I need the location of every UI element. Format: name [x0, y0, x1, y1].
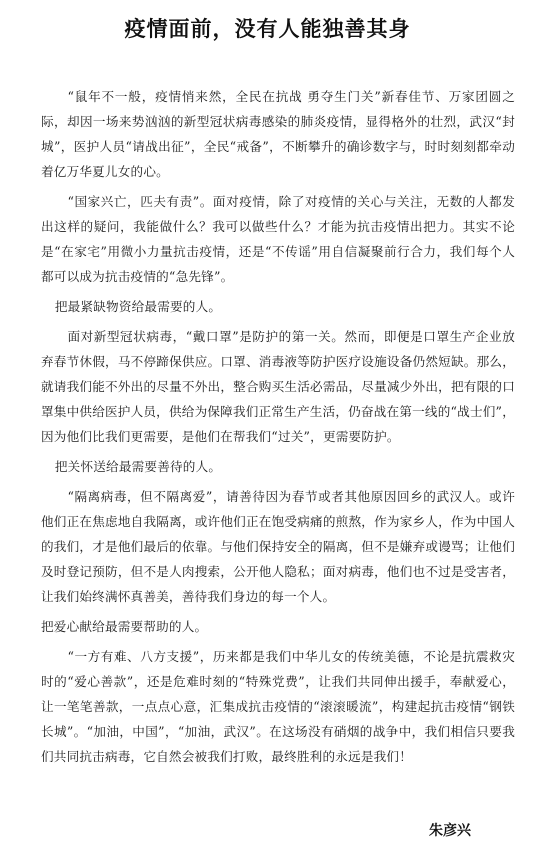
section-heading-care: 把关怀送给最需要善待的人。 [54, 459, 222, 474]
article-body [41, 84, 515, 774]
section-heading-love: 把爱心献给最需要帮助的人。 [41, 619, 208, 634]
section-heading-supplies: 把最紧缺物资给最需要的人。 [54, 299, 222, 314]
paragraph-masks: 面对新型冠状病毒，“戴口罩”是防护的第一关。然而，即便是口罩生产企业放弃春节休假，马不停蹄保供应。口罩、消毒液等防护医疗设施设备仍然短缺。那么，就请我们能不外出的尽量不外出，整合购买生活必需品，尽量减少外出，把有限的口罩集中供给医护人员，供给为保障我们正常生产生活，仍奋战在第一线的“战士们”，因为他们比我们更需要，是他们在帮我们“过关”，更需要防护。 [41, 329, 515, 444]
paragraph-intro: “鼠年不一般，疫情悄来然，全民在抗战 勇夺生门关”新春佳节、万家团圆之际，却因一场来势汹汹的新型冠状病毒感染的肺炎疫情，显得格外的壮烈，武汉“封城”，医护人员“请战出征”，全民“戒备”，不断攀升的确诊数字与，时时刻刻都牵动着亿万华夏儿女的心。 [41, 89, 515, 179]
author-signature: 朱彦兴 [429, 823, 471, 839]
paragraph-responsibility: “国家兴亡，匹夫有责”。面对疫情，除了对疫情的关心与关注，无数的人都发出这样的疑问，我能做什么？我可以做些什么？才能为抗击疫情出把力。其实不论是“在家宅”用微小力量抗击疫情，还是“不传谣”用自信凝聚前行合力，我们每个人都可以成为抗击疫情的“急先锋”。 [41, 194, 515, 284]
paragraph-isolation: “隔离病毒，但不隔离爱”，请善待因为春节或者其他原因回乡的武汉人。或许他们正在焦虑地自我隔离，或许他们正在饱受病痛的煎熬，作为家乡人，作为中国人的我们，才是他们最后的依靠。与他们保持安全的隔离，但不是嫌弃或谩骂；让他们及时登记预防，但不是人肉搜索，公开他人隐私；面对病毒，他们也不过是受害者，让我们始终满怀真善美，善待我们身边的每一个人。 [41, 489, 515, 604]
paragraph-support: “一方有难、八方支援”，历来都是我们中华儿女的传统美德，不论是抗震救灾时的“爱心善款”，还是危难时刻的“特殊党费”，让我们共同伸出援手，奉献爱心，让一笔笔善款，一点点心意，汇集成抗击疫情的“滚滚暖流”，构建起抗击疫情“钢铁长城”。“加油，中国”，“加油，武汉”。在这场没有硝烟的战争中，我们相信只要我们共同抗击病毒，它自然会被我们打败，最终胜利的永远是我们！ [41, 649, 515, 764]
article-title: 疫情面前，没有人能独善其身 [124, 17, 411, 41]
